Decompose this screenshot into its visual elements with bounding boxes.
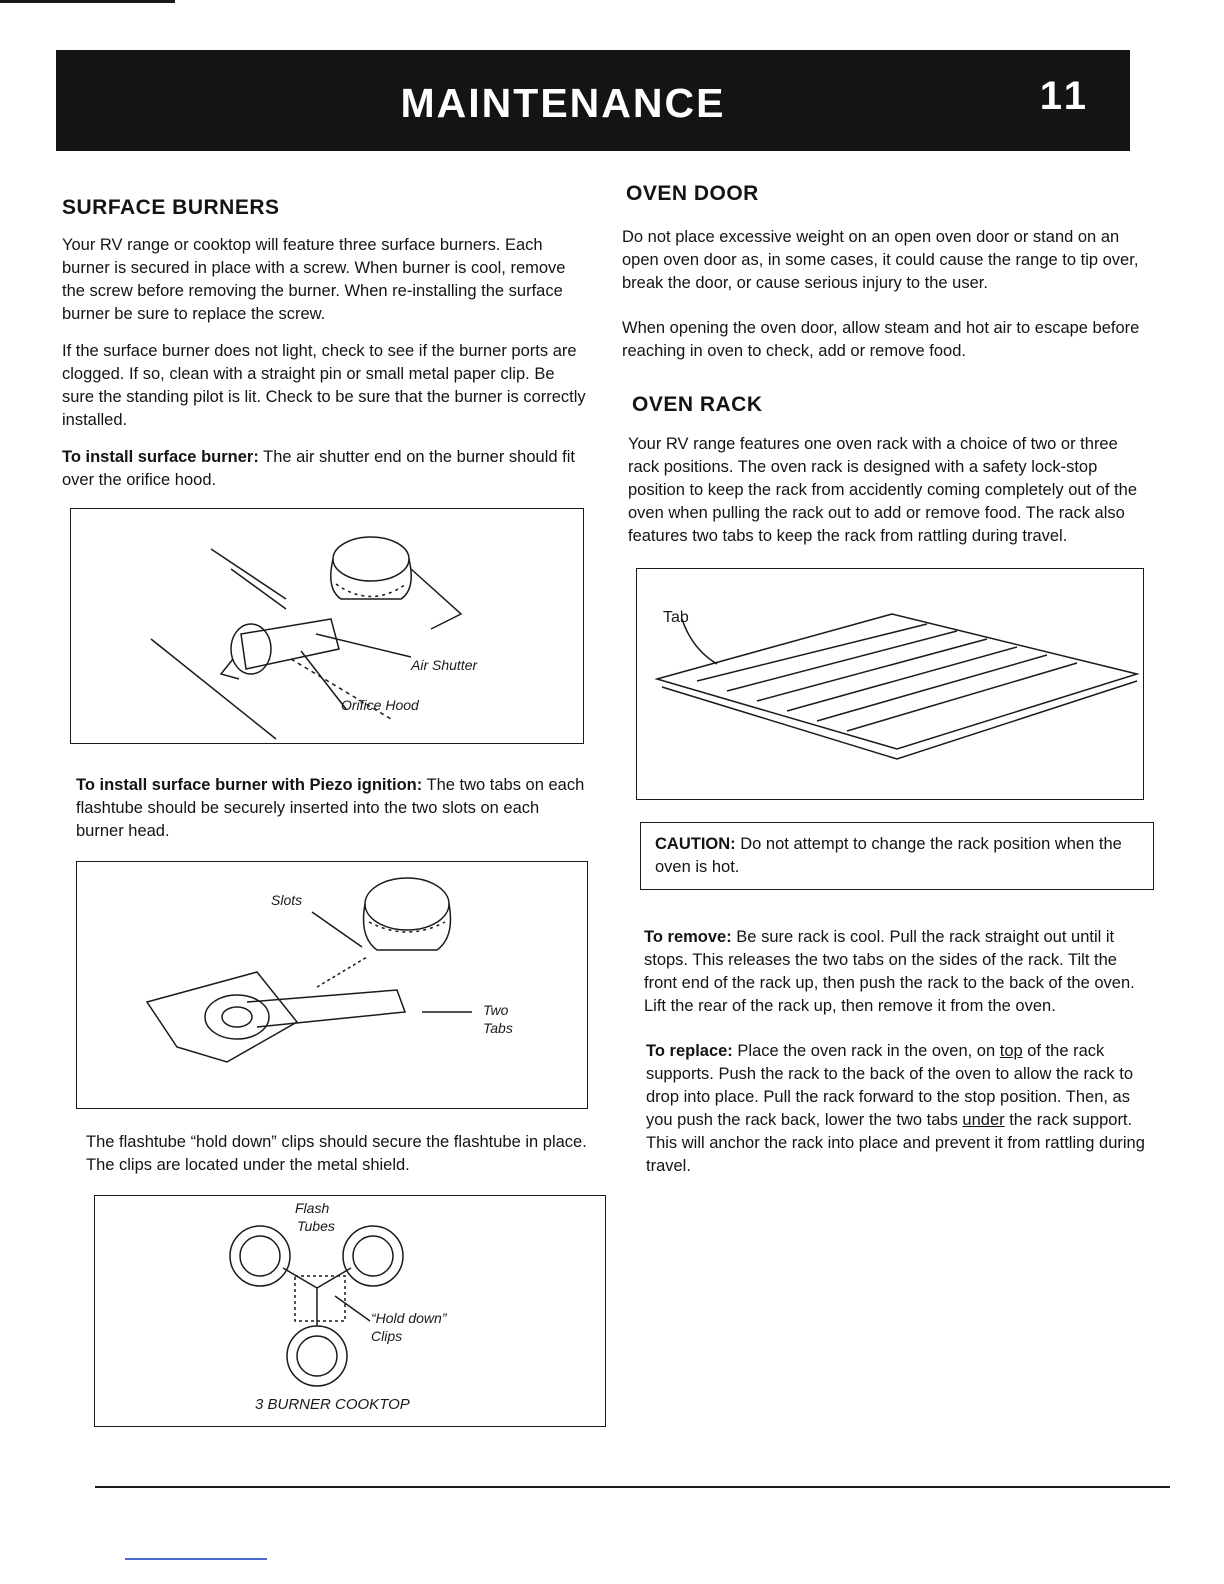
replace-text-1: Place the oven rack in the oven, on [732,1042,1000,1060]
air-shutter-label: Air Shutter [411,657,478,673]
piezo-text: The two tabs on each flashtube should be securely inserted into the two slots on each burner head. [76,776,585,840]
right-column [622,182,1152,1178]
remove-label: To remove: [644,928,732,946]
install-burner-text: The air shutter end on the burner should fit over the orifice hood. [62,448,575,489]
cooktop-figure [94,1195,606,1427]
top-rule [0,0,175,3]
caution-label: CAUTION: [655,835,736,853]
burner-orifice-figure [70,508,584,744]
tab-label: Tab [663,609,689,626]
replace-under-word: under [962,1111,1005,1129]
piezo-label: To install surface burner with Piezo ignition: [76,776,423,794]
page-title: MAINTENANCE [400,80,726,126]
page-number: 11 [1039,74,1090,118]
piezo-instruction [76,774,590,843]
cooktop-caption: 3 BURNER COOKTOP [255,1396,410,1413]
cooktop-drawing [95,1196,604,1425]
flash-label: Flash [295,1200,330,1216]
surface-burners-para1: Your RV range or cooktop will feature three surface burners. Each burner is secured in place with a screw. When burner is cool, remove the screw before removing the burner. When re-installing the surface burner be sure to replace the screw. [62,236,566,323]
replace-text-2: of the rack supports. Push the rack to the back of the oven to allow the rack to drop into place. Pull the rack forward to the stop position. Then, as you push the rack back, lower the two tabs [646,1042,1134,1129]
clips-label: Clips [371,1328,403,1344]
remove-instruction [644,926,1152,1018]
bottom-rule [95,1486,1170,1488]
oven-door-para2: When opening the oven door, allow steam and hot air to escape before reaching in oven to check, add or remove food. [622,319,1140,360]
replace-top-word: top [999,1042,1023,1060]
install-burner-label: To install surface burner: [62,448,259,466]
replace-label: To replace: [646,1042,733,1060]
oven-rack-figure [636,568,1144,800]
page-header [56,50,1130,151]
holddown-text: The flashtube “hold down” clips should secure the flashtube in place. The clips are located under the metal shield. [86,1133,587,1174]
orifice-hood-label: Orifice Hood [341,697,419,713]
slots-label: Slots [271,892,303,908]
two-label: Two [483,1002,509,1018]
caution-text: Do not attempt to change the rack position when the oven is hot. [655,835,1122,876]
burner-orifice-drawing [71,509,582,742]
bottom-accent-line [125,1558,267,1560]
replace-instruction [646,1040,1152,1178]
replace-text-3: the rack support. This will anchor the rack into place and prevent it from rattling during travel. [646,1111,1145,1175]
install-burner-instruction [62,446,590,492]
oven-rack-drawing [637,569,1142,798]
surface-burners-heading: SURFACE BURNERS [62,196,280,219]
oven-door-para1: Do not place excessive weight on an open oven door or stand on an open oven door as, in some cases, it could cause the range to tip over, break the door, or cause serious injury to the user. [622,228,1139,292]
tubes-label: Tubes [297,1218,335,1234]
oven-rack-para1: Your RV range features one oven rack with a choice of two or three rack positions. The oven rack is designed with a safety lock-stop position to keep the rack from accidently coming completely out of the oven when pulling the rack out to add or remove food. The rack also features two tabs to keep the rack from rattling during travel. [628,435,1138,545]
piezo-burner-drawing [77,862,586,1107]
tabs-label: Tabs [483,1020,513,1036]
oven-rack-heading: OVEN RACK [632,393,763,416]
oven-door-heading: OVEN DOOR [626,182,759,205]
surface-burners-para2: If the surface burner does not light, check to see if the burner ports are clogged. If so, clean with a straight pin or small metal paper clip. Be sure the standing pilot is lit. Check to be sure that the burner is correctly installed. [62,342,586,429]
left-column [62,196,590,1427]
caution-box [640,822,1154,890]
remove-text: Be sure rack is cool. Pull the rack straight out until it stops. This releases the two tabs on the sides of the rack. Tilt the front end of the rack up, then push the rack to the back of the oven. Lift the rear of the rack up, then remove it from the oven. [644,928,1135,1015]
piezo-burner-figure [76,861,588,1109]
hold-down-label: “Hold down” [371,1310,447,1326]
